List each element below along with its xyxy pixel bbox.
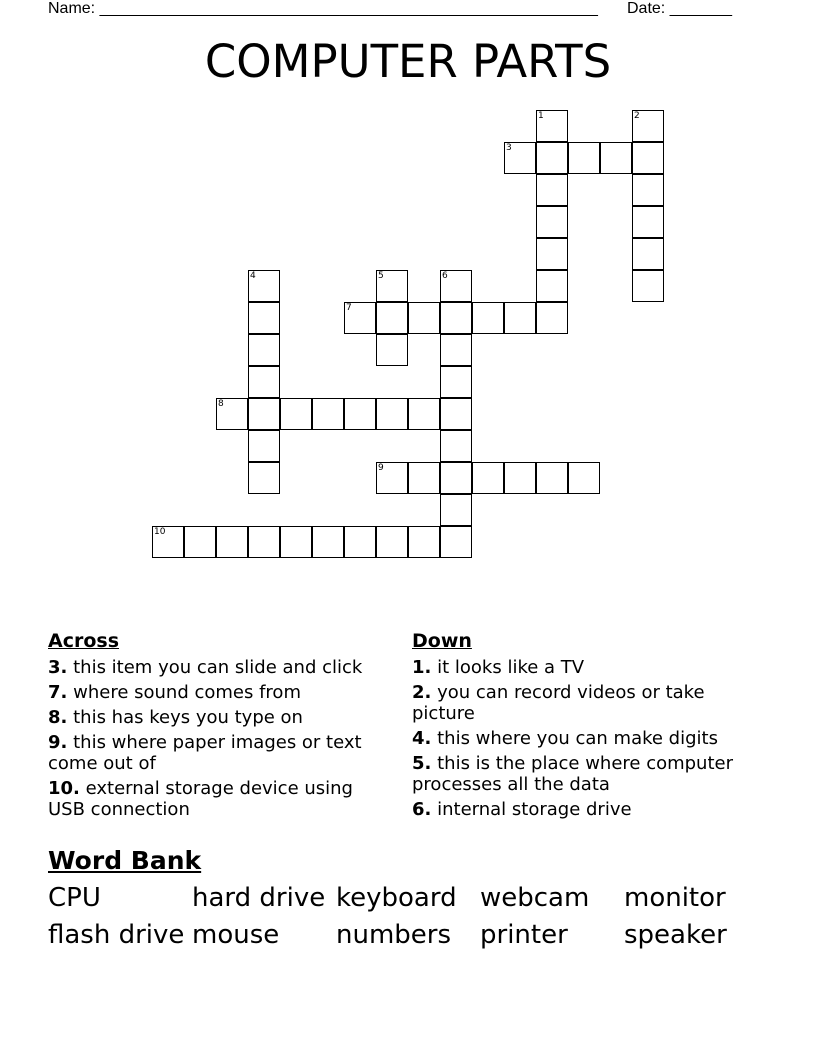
- across-clue: [48, 778, 388, 820]
- crossword-cell[interactable]: [408, 526, 440, 558]
- across-clue: [48, 657, 388, 678]
- clue-text: this item you can slide and click: [73, 657, 363, 678]
- clue-text: this has keys you type on: [73, 707, 303, 728]
- crossword-cell[interactable]: [472, 462, 504, 494]
- date-field: Date: _______: [627, 0, 732, 17]
- crossword-cell[interactable]: [504, 302, 536, 334]
- crossword-cell[interactable]: [440, 462, 472, 494]
- clue-number: 8.: [48, 707, 68, 728]
- crossword-cell[interactable]: [248, 302, 280, 334]
- word-bank-item: CPU: [48, 883, 101, 913]
- cell-number: 9: [378, 463, 384, 473]
- crossword-cell[interactable]: [600, 142, 632, 174]
- crossword-cell[interactable]: [440, 494, 472, 526]
- across-clues: [48, 657, 388, 824]
- crossword-cell[interactable]: [312, 398, 344, 430]
- clue-text: this is the place where computer processes all the data: [412, 753, 734, 795]
- clue-text: this where paper images or text come out of: [48, 732, 362, 774]
- crossword-cell[interactable]: [280, 526, 312, 558]
- crossword-cell[interactable]: [408, 398, 440, 430]
- crossword-cell[interactable]: [248, 334, 280, 366]
- crossword-cell[interactable]: [248, 398, 280, 430]
- crossword-cell[interactable]: [632, 174, 664, 206]
- word-bank-title: Word Bank: [48, 846, 202, 875]
- word-bank-item: flash drive: [48, 920, 185, 950]
- cell-number: 6: [442, 271, 448, 281]
- crossword-cell[interactable]: [440, 302, 472, 334]
- across-clue: [48, 707, 388, 728]
- cell-number: 7: [346, 303, 352, 313]
- crossword-cell[interactable]: [440, 366, 472, 398]
- crossword-cell[interactable]: [376, 302, 408, 334]
- crossword-cell[interactable]: [440, 430, 472, 462]
- clue-text: you can record videos or take picture: [412, 682, 705, 724]
- crossword-cell[interactable]: [536, 174, 568, 206]
- clue-number: 2.: [412, 682, 432, 703]
- crossword-cell[interactable]: [440, 334, 472, 366]
- crossword-cell[interactable]: [216, 526, 248, 558]
- word-bank-item: webcam: [480, 883, 590, 913]
- crossword-cell[interactable]: [536, 270, 568, 302]
- down-clue: [412, 799, 762, 820]
- clue-text: this where you can make digits: [437, 728, 718, 749]
- cell-number: 8: [218, 399, 224, 409]
- clue-text: external storage device using USB connection: [48, 778, 353, 820]
- cell-number: 4: [250, 271, 256, 281]
- word-bank-item: numbers: [336, 920, 452, 950]
- crossword-cell[interactable]: [408, 462, 440, 494]
- clue-text: it looks like a TV: [437, 657, 585, 678]
- crossword-cell[interactable]: [536, 462, 568, 494]
- crossword-cell[interactable]: [376, 334, 408, 366]
- crossword-cell[interactable]: [472, 302, 504, 334]
- word-bank-item: printer: [480, 920, 568, 950]
- word-bank-item: keyboard: [336, 883, 457, 913]
- word-bank: [48, 882, 768, 952]
- clue-number: 9.: [48, 732, 68, 753]
- crossword-cell[interactable]: [536, 206, 568, 238]
- down-heading: Down: [412, 630, 472, 652]
- across-clue: [48, 732, 388, 774]
- cell-number: 5: [378, 271, 384, 281]
- across-clue: [48, 682, 388, 703]
- crossword-cell[interactable]: [408, 302, 440, 334]
- crossword-cell[interactable]: [536, 142, 568, 174]
- crossword-cell[interactable]: [248, 366, 280, 398]
- across-heading: Across: [48, 630, 120, 652]
- cell-number: 10: [154, 527, 166, 537]
- crossword-cell[interactable]: [568, 142, 600, 174]
- clue-number: 10.: [48, 778, 80, 799]
- clue-text: internal storage drive: [437, 799, 632, 820]
- word-bank-item: monitor: [624, 883, 726, 913]
- down-clue: [412, 728, 762, 749]
- clue-number: 1.: [412, 657, 432, 678]
- crossword-cell[interactable]: [344, 398, 376, 430]
- down-clue: [412, 682, 762, 724]
- crossword-cell[interactable]: [632, 238, 664, 270]
- crossword-cell[interactable]: [248, 430, 280, 462]
- clue-number: 3.: [48, 657, 68, 678]
- crossword-cell[interactable]: [280, 398, 312, 430]
- word-bank-item: mouse: [192, 920, 280, 950]
- crossword-cell[interactable]: [248, 462, 280, 494]
- crossword-cell[interactable]: [312, 526, 344, 558]
- crossword-cell[interactable]: [632, 206, 664, 238]
- clue-number: 4.: [412, 728, 432, 749]
- crossword-cell[interactable]: [536, 302, 568, 334]
- clue-number: 5.: [412, 753, 432, 774]
- cell-number: 1: [538, 111, 544, 121]
- crossword-cell[interactable]: [344, 526, 376, 558]
- crossword-cell[interactable]: [376, 526, 408, 558]
- clue-number: 7.: [48, 682, 68, 703]
- name-field: Name: ________________________________________________________: [48, 0, 598, 17]
- down-clues: [412, 657, 762, 824]
- clue-text: where sound comes from: [73, 682, 301, 703]
- down-clue: [412, 657, 762, 678]
- crossword-cell[interactable]: [440, 526, 472, 558]
- crossword-cell[interactable]: [184, 526, 216, 558]
- page-title: COMPUTER PARTS: [204, 35, 612, 88]
- crossword-cell[interactable]: [440, 398, 472, 430]
- crossword-cell[interactable]: [248, 526, 280, 558]
- crossword-cell[interactable]: [504, 462, 536, 494]
- down-clue: [412, 753, 762, 795]
- word-bank-item: speaker: [624, 920, 727, 950]
- crossword-cell[interactable]: [568, 462, 600, 494]
- cell-number: 3: [506, 143, 512, 153]
- crossword-cell[interactable]: [632, 270, 664, 302]
- crossword-cell[interactable]: [376, 398, 408, 430]
- crossword-cell[interactable]: [632, 142, 664, 174]
- crossword-cell[interactable]: [536, 238, 568, 270]
- word-bank-item: hard drive: [192, 883, 326, 913]
- clue-number: 6.: [412, 799, 432, 820]
- cell-number: 2: [634, 111, 640, 121]
